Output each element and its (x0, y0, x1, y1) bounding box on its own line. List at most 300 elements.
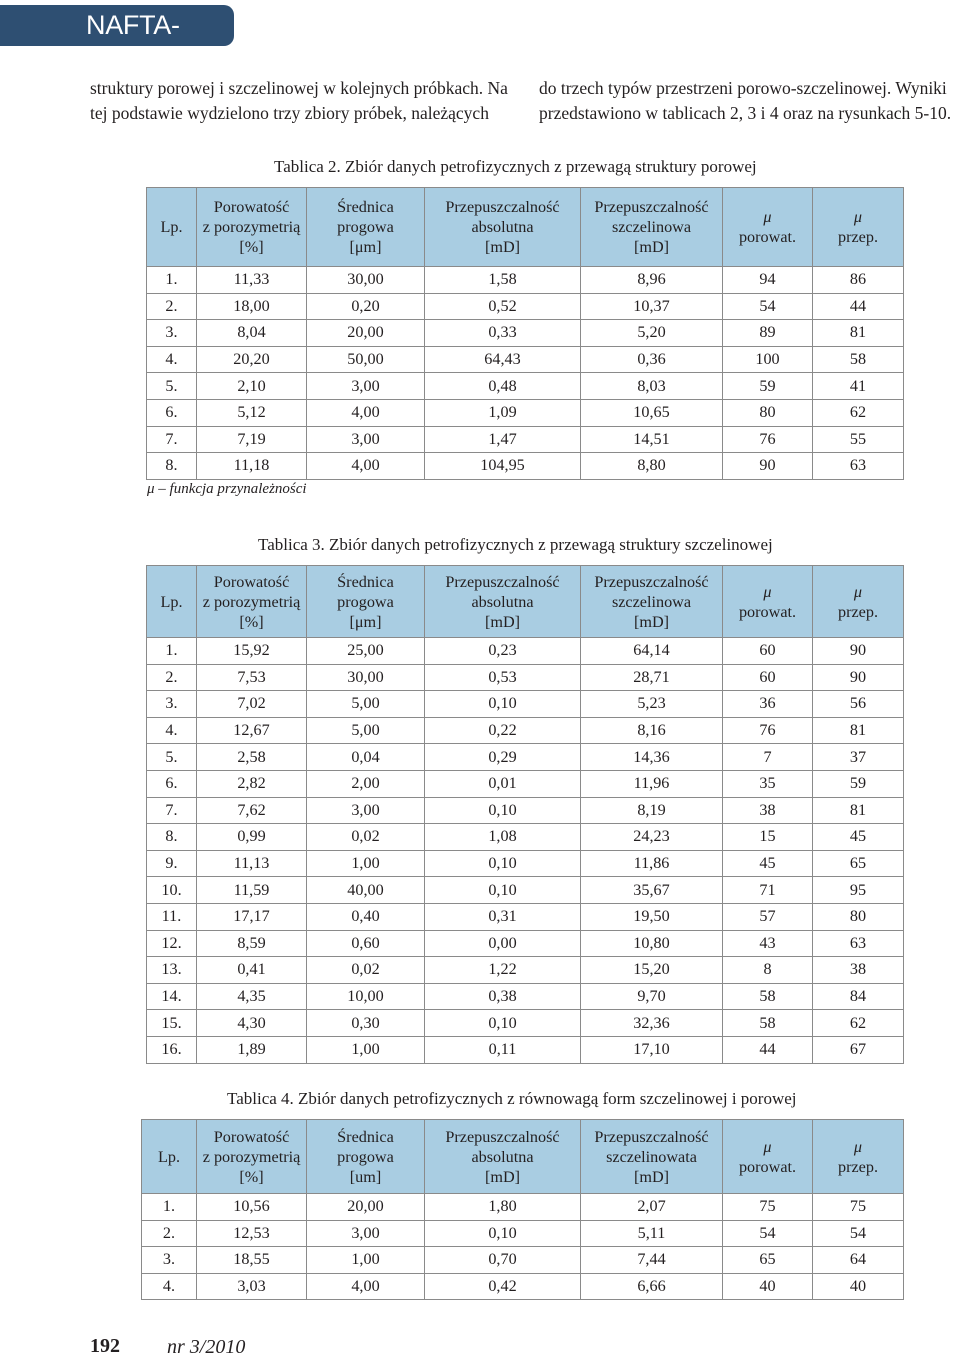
header-frac-permeability (581, 1120, 723, 1194)
cell-abs-permeability: 0,11 (425, 1036, 581, 1063)
cell-porosity: 11,33 (197, 267, 307, 294)
header-line: [mD] (484, 238, 521, 256)
cell-porosity: 4,30 (197, 1010, 307, 1037)
intro-line: struktury porowej i szczelinowej w kolejnych próbkach. Na (90, 78, 508, 98)
cell-frac-permeability: 8,16 (581, 717, 723, 744)
cell-diameter: 4,00 (307, 399, 425, 426)
cell-mu-permeability: 81 (813, 717, 904, 744)
cell-porosity: 18,55 (197, 1247, 307, 1274)
cell-mu-porosity: 8 (723, 957, 813, 984)
cell-porosity: 0,41 (197, 957, 307, 984)
cell-mu-permeability: 56 (813, 691, 904, 718)
cell-mu-permeability: 81 (813, 320, 904, 347)
header-line: progowa (337, 1147, 394, 1166)
intro-column-right (539, 76, 960, 126)
cell-mu-porosity: 80 (723, 399, 813, 426)
cell-frac-permeability: 19,50 (581, 903, 723, 930)
cell-diameter: 25,00 (307, 638, 425, 665)
cell-mu-porosity: 43 (723, 930, 813, 957)
cell-lp: 1. (147, 267, 197, 294)
cell-mu-porosity: 57 (723, 903, 813, 930)
cell-frac-permeability: 10,80 (581, 930, 723, 957)
header-line: [mD] (484, 1167, 521, 1186)
cell-frac-permeability: 14,51 (581, 426, 723, 453)
header-line: μ (763, 208, 772, 226)
cell-mu-permeability: 75 (813, 1194, 904, 1221)
cell-mu-permeability: 84 (813, 983, 904, 1010)
header-porosity (197, 566, 307, 638)
cell-abs-permeability: 0,10 (425, 877, 581, 904)
header-line: przep. (838, 228, 878, 246)
header-line: [%] (239, 612, 264, 631)
cell-porosity: 5,12 (197, 399, 307, 426)
cell-porosity: 17,17 (197, 903, 307, 930)
table-row (147, 664, 904, 691)
cell-lp: 7. (147, 426, 197, 453)
table-row (147, 770, 904, 797)
cell-lp: 4. (147, 346, 197, 373)
cell-porosity: 7,62 (197, 797, 307, 824)
table-row (147, 1036, 904, 1063)
cell-porosity: 11,18 (197, 453, 307, 480)
cell-abs-permeability: 1,80 (425, 1194, 581, 1221)
cell-lp: 13. (147, 957, 197, 984)
cell-abs-permeability: 0,33 (425, 320, 581, 347)
table-row (147, 744, 904, 771)
cell-mu-porosity: 45 (723, 850, 813, 877)
header-line: Porowatość (213, 572, 290, 591)
header-line: μ (763, 1137, 772, 1156)
header-frac-permeability (581, 188, 723, 267)
table-row (147, 824, 904, 851)
header-diameter (307, 1120, 425, 1194)
cell-abs-permeability: 0,38 (425, 983, 581, 1010)
cell-mu-porosity: 65 (723, 1247, 813, 1274)
cell-porosity: 8,04 (197, 320, 307, 347)
cell-diameter: 1,00 (307, 1036, 425, 1063)
table-row (147, 373, 904, 400)
cell-mu-porosity: 90 (723, 453, 813, 480)
cell-diameter: 2,00 (307, 770, 425, 797)
header-diameter (307, 188, 425, 267)
cell-mu-permeability: 62 (813, 399, 904, 426)
table-row (142, 1220, 904, 1247)
cell-mu-porosity: 54 (723, 1220, 813, 1247)
cell-mu-permeability: 40 (813, 1273, 904, 1300)
header-line: μ (763, 582, 772, 601)
table-2-caption: Tablica 2. Zbiór danych petrofizycznych z przewagą struktury porowej (274, 157, 757, 176)
issue-label: nr 3/2010 (167, 1336, 246, 1358)
cell-abs-permeability: 0,70 (425, 1247, 581, 1274)
table-row (142, 1247, 904, 1274)
cell-mu-permeability: 63 (813, 453, 904, 480)
cell-porosity: 15,92 (197, 638, 307, 665)
header-mu-permeability (813, 1120, 904, 1194)
cell-lp: 3. (142, 1247, 197, 1274)
cell-diameter: 40,00 (307, 877, 425, 904)
cell-diameter: 5,00 (307, 691, 425, 718)
cell-mu-permeability: 38 (813, 957, 904, 984)
cell-lp: 8. (147, 824, 197, 851)
cell-porosity: 2,58 (197, 744, 307, 771)
cell-abs-permeability: 1,08 (425, 824, 581, 851)
cell-mu-permeability: 54 (813, 1220, 904, 1247)
cell-abs-permeability: 1,09 (425, 399, 581, 426)
header-line: z porozymetrią (202, 1147, 301, 1166)
cell-diameter: 30,00 (307, 267, 425, 294)
cell-abs-permeability: 1,58 (425, 267, 581, 294)
cell-frac-permeability: 14,36 (581, 744, 723, 771)
cell-lp: 8. (147, 453, 197, 480)
header-line: Średnica (337, 1127, 394, 1146)
cell-abs-permeability: 0,23 (425, 638, 581, 665)
header-mu-porosity (723, 188, 813, 267)
cell-lp: 3. (147, 320, 197, 347)
cell-lp: 5. (147, 744, 197, 771)
cell-abs-permeability: 0,42 (425, 1273, 581, 1300)
cell-abs-permeability: 0,22 (425, 717, 581, 744)
cell-mu-permeability: 45 (813, 824, 904, 851)
cell-mu-porosity: 15 (723, 824, 813, 851)
cell-mu-permeability: 59 (813, 770, 904, 797)
cell-lp: 4. (147, 717, 197, 744)
cell-abs-permeability: 1,47 (425, 426, 581, 453)
cell-diameter: 50,00 (307, 346, 425, 373)
header-line: z porozymetrią (202, 218, 301, 236)
cell-frac-permeability: 8,19 (581, 797, 723, 824)
header-line: [mD] (484, 612, 521, 631)
cell-mu-porosity: 76 (723, 717, 813, 744)
table-2 (146, 187, 904, 480)
cell-abs-permeability: 0,31 (425, 903, 581, 930)
cell-frac-permeability: 9,70 (581, 983, 723, 1010)
cell-abs-permeability: 0,00 (425, 930, 581, 957)
table-4 (141, 1119, 904, 1300)
cell-lp: 1. (142, 1194, 197, 1221)
cell-frac-permeability: 28,71 (581, 664, 723, 691)
cell-porosity: 8,59 (197, 930, 307, 957)
header-line: Porowatość (213, 198, 290, 216)
header-line: [um] (349, 1167, 382, 1186)
header-line: przep. (838, 602, 878, 621)
header-line: Lp. (160, 218, 183, 236)
cell-diameter: 3,00 (307, 426, 425, 453)
header-line: z porozymetrią (202, 592, 301, 611)
table-row (147, 903, 904, 930)
cell-frac-permeability: 35,67 (581, 877, 723, 904)
cell-mu-porosity: 58 (723, 983, 813, 1010)
cell-diameter: 3,00 (307, 373, 425, 400)
cell-porosity: 2,10 (197, 373, 307, 400)
cell-frac-permeability: 15,20 (581, 957, 723, 984)
journal-title: NAFTA-GAZ (86, 10, 180, 81)
table-row (142, 1273, 904, 1300)
header-lp (142, 1120, 197, 1194)
header-mu-porosity (723, 1120, 813, 1194)
header-line: progowa (337, 218, 394, 236)
table-row (147, 638, 904, 665)
header-line: [%] (239, 238, 264, 256)
cell-mu-permeability: 90 (813, 638, 904, 665)
cell-diameter: 30,00 (307, 664, 425, 691)
header-porosity (197, 1120, 307, 1194)
table-row (142, 1194, 904, 1221)
header-line: szczelinowata (606, 1147, 697, 1166)
cell-mu-porosity: 58 (723, 1010, 813, 1037)
header-abs-permeability (425, 188, 581, 267)
cell-porosity: 7,53 (197, 664, 307, 691)
cell-frac-permeability: 5,23 (581, 691, 723, 718)
header-abs-permeability (425, 566, 581, 638)
cell-mu-permeability: 41 (813, 373, 904, 400)
cell-mu-permeability: 64 (813, 1247, 904, 1274)
cell-lp: 15. (147, 1010, 197, 1037)
cell-frac-permeability: 8,96 (581, 267, 723, 294)
cell-diameter: 0,02 (307, 957, 425, 984)
cell-mu-permeability: 86 (813, 267, 904, 294)
cell-frac-permeability: 2,07 (581, 1194, 723, 1221)
cell-mu-porosity: 100 (723, 346, 813, 373)
header-line: Porowatość (213, 1127, 290, 1146)
table-row (147, 346, 904, 373)
cell-mu-permeability: 90 (813, 664, 904, 691)
cell-frac-permeability: 8,80 (581, 453, 723, 480)
header-line: Średnica (337, 572, 394, 591)
cell-diameter: 20,00 (307, 1194, 425, 1221)
cell-mu-permeability: 65 (813, 850, 904, 877)
cell-mu-porosity: 40 (723, 1273, 813, 1300)
table-row (147, 267, 904, 294)
header-line: porowat. (738, 1157, 797, 1176)
cell-diameter: 20,00 (307, 320, 425, 347)
cell-frac-permeability: 17,10 (581, 1036, 723, 1063)
intro-column-left (90, 76, 520, 126)
header-line: absolutna (471, 218, 534, 236)
cell-abs-permeability: 64,43 (425, 346, 581, 373)
header-line: szczelinowa (611, 218, 692, 236)
header-line: Przepuszczalność (445, 198, 560, 216)
cell-mu-porosity: 44 (723, 1036, 813, 1063)
table-row (147, 1010, 904, 1037)
cell-frac-permeability: 7,44 (581, 1247, 723, 1274)
header-line: μ (853, 1137, 863, 1156)
header-line: Lp. (160, 592, 183, 611)
cell-lp: 2. (147, 664, 197, 691)
cell-abs-permeability: 0,29 (425, 744, 581, 771)
cell-lp: 11. (147, 903, 197, 930)
cell-lp: 10. (147, 877, 197, 904)
cell-mu-permeability: 58 (813, 346, 904, 373)
table-row (147, 877, 904, 904)
intro-line: przedstawiono w tablicach 2, 3 i 4 oraz na rysunkach 5-10. (539, 103, 952, 123)
table-row (147, 293, 904, 320)
cell-abs-permeability: 0,01 (425, 770, 581, 797)
cell-abs-permeability: 0,53 (425, 664, 581, 691)
cell-porosity: 4,35 (197, 983, 307, 1010)
cell-lp: 4. (142, 1273, 197, 1300)
header-lp (147, 566, 197, 638)
header-diameter (307, 566, 425, 638)
cell-mu-porosity: 38 (723, 797, 813, 824)
cell-frac-permeability: 10,65 (581, 399, 723, 426)
cell-mu-porosity: 94 (723, 267, 813, 294)
cell-mu-porosity: 75 (723, 1194, 813, 1221)
cell-lp: 12. (147, 930, 197, 957)
header-line: progowa (337, 592, 394, 611)
cell-diameter: 0,20 (307, 293, 425, 320)
cell-frac-permeability: 8,03 (581, 373, 723, 400)
header-line: porowat. (738, 228, 797, 246)
header-line: Przepuszczalność (594, 1127, 709, 1146)
cell-lp: 2. (147, 293, 197, 320)
header-line: Lp. (157, 1147, 181, 1166)
cell-mu-permeability: 63 (813, 930, 904, 957)
cell-frac-permeability: 10,37 (581, 293, 723, 320)
cell-lp: 3. (147, 691, 197, 718)
cell-mu-permeability: 67 (813, 1036, 904, 1063)
cell-abs-permeability: 0,10 (425, 1220, 581, 1247)
table-row (147, 453, 904, 480)
cell-mu-permeability: 95 (813, 877, 904, 904)
header-line: [μm] (349, 238, 382, 256)
cell-porosity: 7,02 (197, 691, 307, 718)
cell-frac-permeability: 24,23 (581, 824, 723, 851)
cell-mu-porosity: 60 (723, 664, 813, 691)
header-line: [mD] (633, 238, 670, 256)
cell-mu-permeability: 44 (813, 293, 904, 320)
table-row (147, 797, 904, 824)
cell-porosity: 10,56 (197, 1194, 307, 1221)
header-abs-permeability (425, 1120, 581, 1194)
cell-abs-permeability: 0,10 (425, 797, 581, 824)
header-mu-permeability (813, 566, 904, 638)
header-line: [%] (239, 1167, 264, 1186)
table-row (147, 426, 904, 453)
table-2-footnote (147, 481, 307, 498)
cell-lp: 16. (147, 1036, 197, 1063)
cell-diameter: 1,00 (307, 1247, 425, 1274)
cell-mu-porosity: 36 (723, 691, 813, 718)
mu-symbol: μ (147, 481, 155, 497)
cell-diameter: 0,40 (307, 903, 425, 930)
header-line: porowat. (738, 602, 797, 621)
cell-lp: 5. (147, 373, 197, 400)
cell-mu-permeability: 55 (813, 426, 904, 453)
table-row (147, 850, 904, 877)
cell-lp: 6. (147, 770, 197, 797)
table-3 (146, 565, 904, 1064)
journal-banner (0, 5, 234, 81)
cell-diameter: 10,00 (307, 983, 425, 1010)
cell-diameter: 4,00 (307, 1273, 425, 1300)
cell-porosity: 2,82 (197, 770, 307, 797)
table-row (147, 691, 904, 718)
cell-frac-permeability: 64,14 (581, 638, 723, 665)
cell-mu-permeability: 37 (813, 744, 904, 771)
cell-porosity: 11,59 (197, 877, 307, 904)
cell-frac-permeability: 5,20 (581, 320, 723, 347)
header-line: Przepuszczalność (594, 198, 709, 216)
cell-abs-permeability: 0,48 (425, 373, 581, 400)
cell-frac-permeability: 5,11 (581, 1220, 723, 1247)
cell-abs-permeability: 1,22 (425, 957, 581, 984)
table-row (147, 399, 904, 426)
cell-lp: 7. (147, 797, 197, 824)
table-row (147, 930, 904, 957)
cell-mu-porosity: 76 (723, 426, 813, 453)
cell-diameter: 4,00 (307, 453, 425, 480)
cell-mu-porosity: 60 (723, 638, 813, 665)
header-line: Przepuszczalność (445, 1127, 560, 1146)
cell-mu-porosity: 35 (723, 770, 813, 797)
cell-porosity: 12,53 (197, 1220, 307, 1247)
cell-porosity: 0,99 (197, 824, 307, 851)
cell-frac-permeability: 6,66 (581, 1273, 723, 1300)
cell-porosity: 3,03 (197, 1273, 307, 1300)
cell-abs-permeability: 0,10 (425, 1010, 581, 1037)
cell-diameter: 0,04 (307, 744, 425, 771)
table-4-caption: Tablica 4. Zbiór danych petrofizycznych z równowagą form szczelinowej i porowej (227, 1089, 797, 1108)
header-line: Przepuszczalność (594, 572, 709, 591)
cell-diameter: 3,00 (307, 1220, 425, 1247)
header-line: absolutna (471, 1147, 534, 1166)
cell-mu-porosity: 71 (723, 877, 813, 904)
cell-mu-permeability: 62 (813, 1010, 904, 1037)
cell-diameter: 0,60 (307, 930, 425, 957)
cell-lp: 1. (147, 638, 197, 665)
header-line: Średnica (337, 198, 394, 216)
cell-diameter: 5,00 (307, 717, 425, 744)
cell-porosity: 11,13 (197, 850, 307, 877)
header-porosity (197, 188, 307, 267)
header-line: [mD] (633, 1167, 670, 1186)
header-line: absolutna (471, 592, 534, 611)
cell-lp: 14. (147, 983, 197, 1010)
header-line: szczelinowa (611, 592, 692, 611)
header-line: μ (853, 582, 863, 601)
table-3-caption: Tablica 3. Zbiór danych petrofizycznych z przewagą struktury szczelinowej (258, 535, 773, 554)
cell-frac-permeability: 11,86 (581, 850, 723, 877)
table-row (147, 320, 904, 347)
header-line: przep. (838, 1157, 878, 1176)
cell-lp: 9. (147, 850, 197, 877)
cell-lp: 2. (142, 1220, 197, 1247)
header-line: μ (853, 208, 863, 226)
cell-porosity: 18,00 (197, 293, 307, 320)
footnote-text: – funkcja przynależności (154, 481, 307, 497)
cell-porosity: 7,19 (197, 426, 307, 453)
table-row (147, 983, 904, 1010)
header-frac-permeability (581, 566, 723, 638)
cell-porosity: 1,89 (197, 1036, 307, 1063)
header-line: [mD] (633, 612, 670, 631)
cell-porosity: 20,20 (197, 346, 307, 373)
header-line: [μm] (349, 612, 382, 631)
header-line: Przepuszczalność (445, 572, 560, 591)
cell-mu-porosity: 7 (723, 744, 813, 771)
intro-line: do trzech typów przestrzeni porowo-szczelinowej. Wyniki (539, 78, 947, 98)
header-mu-permeability (813, 188, 904, 267)
intro-line: tej podstawie wydzielono trzy zbiory próbek, należących (90, 103, 489, 123)
cell-diameter: 0,02 (307, 824, 425, 851)
cell-mu-permeability: 80 (813, 903, 904, 930)
cell-diameter: 3,00 (307, 797, 425, 824)
cell-abs-permeability: 104,95 (425, 453, 581, 480)
header-mu-porosity (723, 566, 813, 638)
header-lp (147, 188, 197, 267)
cell-mu-porosity: 59 (723, 373, 813, 400)
cell-abs-permeability: 0,10 (425, 850, 581, 877)
